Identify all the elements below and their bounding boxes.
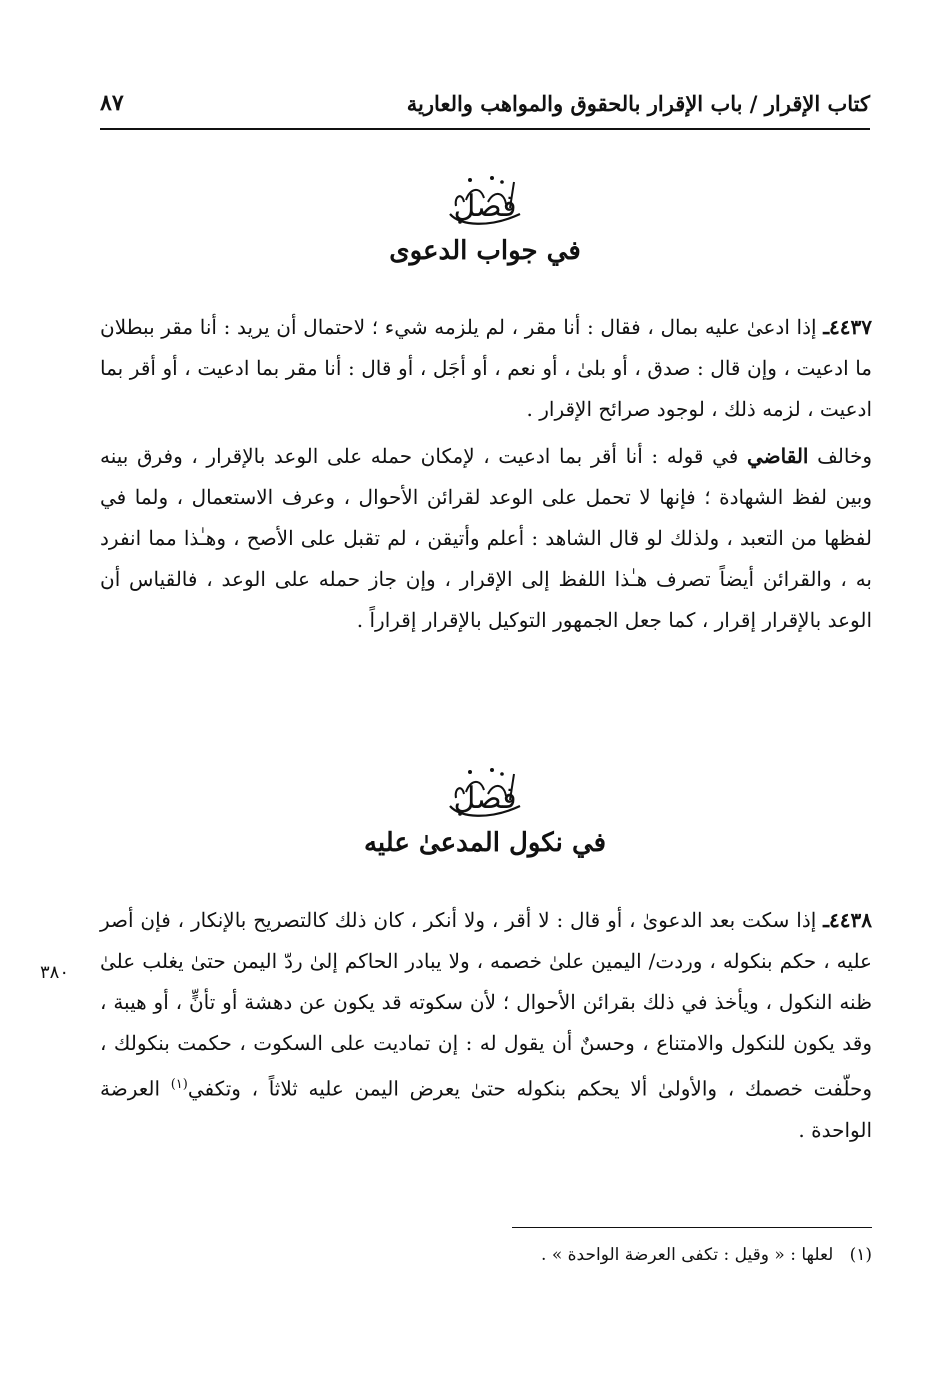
- manuscript-folio-number: ٣٨٠: [40, 962, 70, 983]
- paragraph-qadi-text: في قوله : أنا أقر بما ادعيت ، لإمكان حمله على الوعد بالإقرار ، وفرق بينه وبين لفظ الشهادة ؛ فإنها لا تحمل على الوعد لقرائن الأحوال ، وعرف الاستعمال ، ولما في لفظها من التعبد ، ولذلك لو قال الشاهد : أعلم وأتيقن ، لم تقبل على الأصح ، وهـٰذا مما انفرد به ، والقرائن أيضاً تصرف هـٰذا اللفظ إلى الإقرار ، وإن جاز حمله على الوعد ، فالقياس أن الوعد بالإقرار إقرار ، كما جعل الجمهور التوكيل بالإقرار إقراراً .: [100, 444, 872, 632]
- section-2-heading: في نكول المدعىٰ عليه: [363, 828, 607, 858]
- section-2-heading-block: [100, 762, 870, 858]
- footnote: [100, 1240, 872, 1270]
- svg-text:فصل: فصل: [453, 189, 517, 224]
- footnote-separator: [512, 1227, 872, 1228]
- fasl-calligraphy-ornament: [430, 170, 540, 232]
- paragraph-4438-text: إذا سكت بعد الدعوىٰ ، أو قال : لا أقر ، ولا أنكر ، كان ذلك كالتصريح بالإنكار ، فإن أصر عليه ، حكم بنكوله ، وردت/ اليمين علىٰ خصمه ، ولا يبادر الحاكم إلىٰ ردّ اليمن حتىٰ يغلب علىٰ ظنه النكول ، ويأخذ في ذلك بقرائن الأحوال ؛ لأن سكوته قد يكون عن دهشة أو تأنٍّ ، أو هيبة ، وقد يكون للنكول والامتناع ، وحسنٌ أن يقول له : إن تماديت على السكوت ، حكمت بنكولك ، وحلّفت خصمك ، والأولىٰ ألا يحكم بنكوله حتىٰ يعرض اليمن عليه ثلاثاً ، وتكفي: [100, 908, 873, 1101]
- footnote-reference: (١): [170, 1077, 188, 1092]
- paragraph-4438: [100, 900, 872, 1151]
- footnote-text: لعلها : « وقيل : تكفى العرضة الواحدة » .: [541, 1245, 834, 1265]
- section-1-heading-block: [100, 170, 870, 266]
- paragraph-4438-ending: العرضة الواحدة .: [100, 1076, 872, 1142]
- page-number: ٨٧: [100, 90, 124, 116]
- paragraph-4437-text: إذا ادعىٰ عليه بمال ، فقال : أنا مقر ، لم يلزمه شيء ؛ لاحتمال أن يريد : أنا مقر ببطلان ما ادعيت ، وإن قال : صدق ، أو بلىٰ ، أو نعم ، أو أجَل ، أو قال : أنا مقر بما ادعيت ، أو أقر بما ادعيت ، لزمه ذلك ، لوجود صرائح الإقرار .: [100, 315, 872, 421]
- entry-number-4438: ٤٤٣٨ـ: [823, 908, 872, 932]
- section-1-heading: في جواب الدعوى: [389, 236, 581, 266]
- section-2-text: [100, 900, 872, 1151]
- paragraph-qadi-lead: وخالف: [817, 444, 873, 468]
- header-title: كتاب الإقرار / باب الإقرار بالحقوق والمواهب والعارية: [406, 90, 870, 116]
- svg-text:فصل: فصل: [453, 781, 517, 816]
- scholar-name: القاضي: [746, 444, 809, 468]
- fasl-calligraphy-ornament: [430, 762, 540, 824]
- paragraph-qadi: [100, 436, 872, 641]
- running-header: [100, 78, 870, 130]
- entry-number-4437: ٤٤٣٧ـ: [823, 315, 873, 339]
- paragraph-4437: [100, 307, 872, 430]
- footnote-marker: (١): [849, 1245, 872, 1265]
- section-1-text: [100, 307, 872, 641]
